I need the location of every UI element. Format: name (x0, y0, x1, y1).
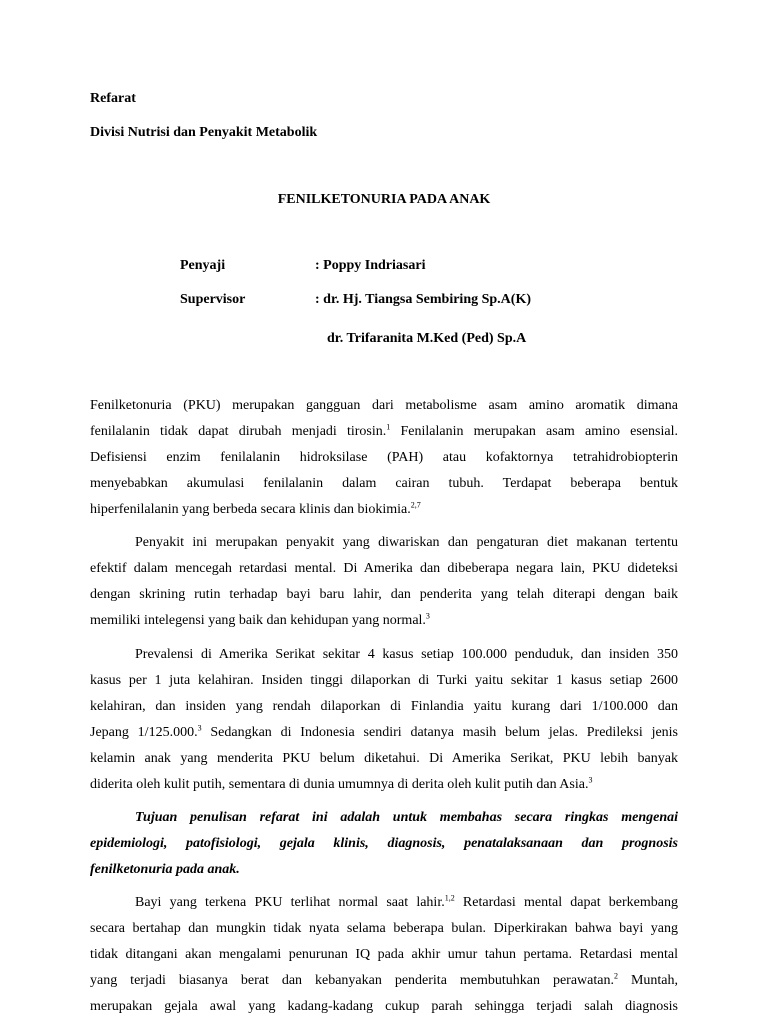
paragraph-objective (90, 805, 678, 883)
text-line: epidemiologi, patofisiologi, gejala klinis, diagnosis, penatalaksanaan dan prognosis (90, 836, 678, 851)
division-label: Divisi Nutrisi dan Penyakit Metabolik (90, 125, 318, 140)
text-line: kelamin anak yang menderita PKU belum diketahui. Di Amerika Serikat, PKU lebih banyak (90, 751, 678, 766)
paragraph-2 (90, 530, 678, 634)
document-type-label: Refarat (90, 91, 136, 106)
text-line: Fenilketonuria (PKU) merupakan gangguan dari metabolisme asam amino aromatik dimana (90, 398, 678, 413)
text-line: tidak ditangani akan mengalami penurunan IQ pada akhir umur tahun pertama. Retardasi mental (90, 947, 678, 962)
document-title: FENILKETONURIA PADA ANAK (277, 192, 491, 207)
text-line: Bayi yang terkena PKU terlihat normal saat lahir.$^{1,2}$ Retardasi mental dapat berkembang (135, 893, 678, 910)
supervisor-value-2: dr. Trifaranita M.Ked (Ped) Sp.A (327, 331, 527, 346)
supervisor-label: Supervisor (180, 292, 246, 307)
text-line: merupakan gejala awal yang kadang-kadang cukup parah sehingga terjadi salah diagnosis (90, 999, 678, 1014)
text-line: menyebabkan akumulasi fenilalanin dalam cairan tubuh. Terdapat beberapa bentuk (90, 476, 678, 491)
text-line: Jepang 1/125.000.$^3$ Sedangkan di Indonesia sendiri datanya masih belum jelas. Predileksi jenis (90, 723, 679, 740)
text-line: fenilketonuria pada anak. (90, 862, 240, 877)
text-line: fenilalanin tidak dapat dirubah menjadi tirosin.$^1$ Fenilalanin merupakan asam amino esensial. (90, 422, 678, 439)
text-line: Prevalensi di Amerika Serikat sekitar 4 kasus setiap 100.000 penduduk, dan insiden 350 (135, 647, 678, 662)
paragraph-1 (90, 393, 678, 523)
citation: 3 (197, 723, 202, 733)
paragraph-3 (90, 642, 678, 798)
text-line: kasus per 1 juta kelahiran. Insiden tinggi dilaporkan di Turki yaitu sekitar 1 kasus setiap 2600 (90, 673, 678, 688)
text-line: diderita oleh kulit putih, sementara di dunia umumnya di derita oleh kulit putih dan Asia.$^3$ (90, 775, 593, 792)
presenter-value: : Poppy Indriasari (315, 258, 426, 273)
text-line: kelahiran, dan insiden yang rendah dilaporkan di Finlandia yaitu kurang dari 1/100.000 dan (90, 699, 678, 714)
citation: 2,7 (410, 500, 421, 510)
text-line: Defisiensi enzim fenilalanin hidroksilase (PAH) atau kofaktornya tetrahidrobiopterin (90, 450, 678, 465)
citation: 3 (425, 611, 430, 621)
text-line: Tujuan penulisan refarat ini adalah untuk membahas secara ringkas mengenai (135, 810, 678, 825)
text-line: efektif dalam mencegah retardasi mental. Di Amerika dan dibeberapa negara lain, PKU dideteksi (90, 561, 678, 576)
supervisor-value: : dr. Hj. Tiangsa Sembiring Sp.A(K) (315, 292, 532, 307)
text-line: memiliki intelegensi yang baik dan kehidupan yang normal.$^3$ (90, 611, 430, 628)
text-line: yang terjadi biasanya berat dan kebanyakan penderita membutuhkan perawatan.$^2$ Muntah, (90, 971, 678, 988)
paragraph-5 (90, 890, 678, 1020)
citation: 1,2 (444, 893, 455, 903)
citation: 1 (386, 422, 391, 432)
text-line: Penyakit ini merupakan penyakit yang diwariskan dan pengaturan diet makanan tertentu (135, 535, 678, 550)
citation: 2 (613, 971, 618, 981)
text-line: secara bertahap dan mungkin tidak nyata selama beberapa bulan. Diperkirakan bahwa bayi yang (90, 921, 678, 936)
text-line: hiperfenilalanin yang berbeda secara klinis dan biokimia.$^{2,7}$ (90, 500, 421, 517)
presenter-label: Penyaji (180, 258, 226, 273)
text-line: dengan skrining rutin terhadap bayi baru lahir, dan penderita yang telah diterapi dengan baik (90, 587, 678, 602)
citation: 3 (588, 775, 593, 785)
